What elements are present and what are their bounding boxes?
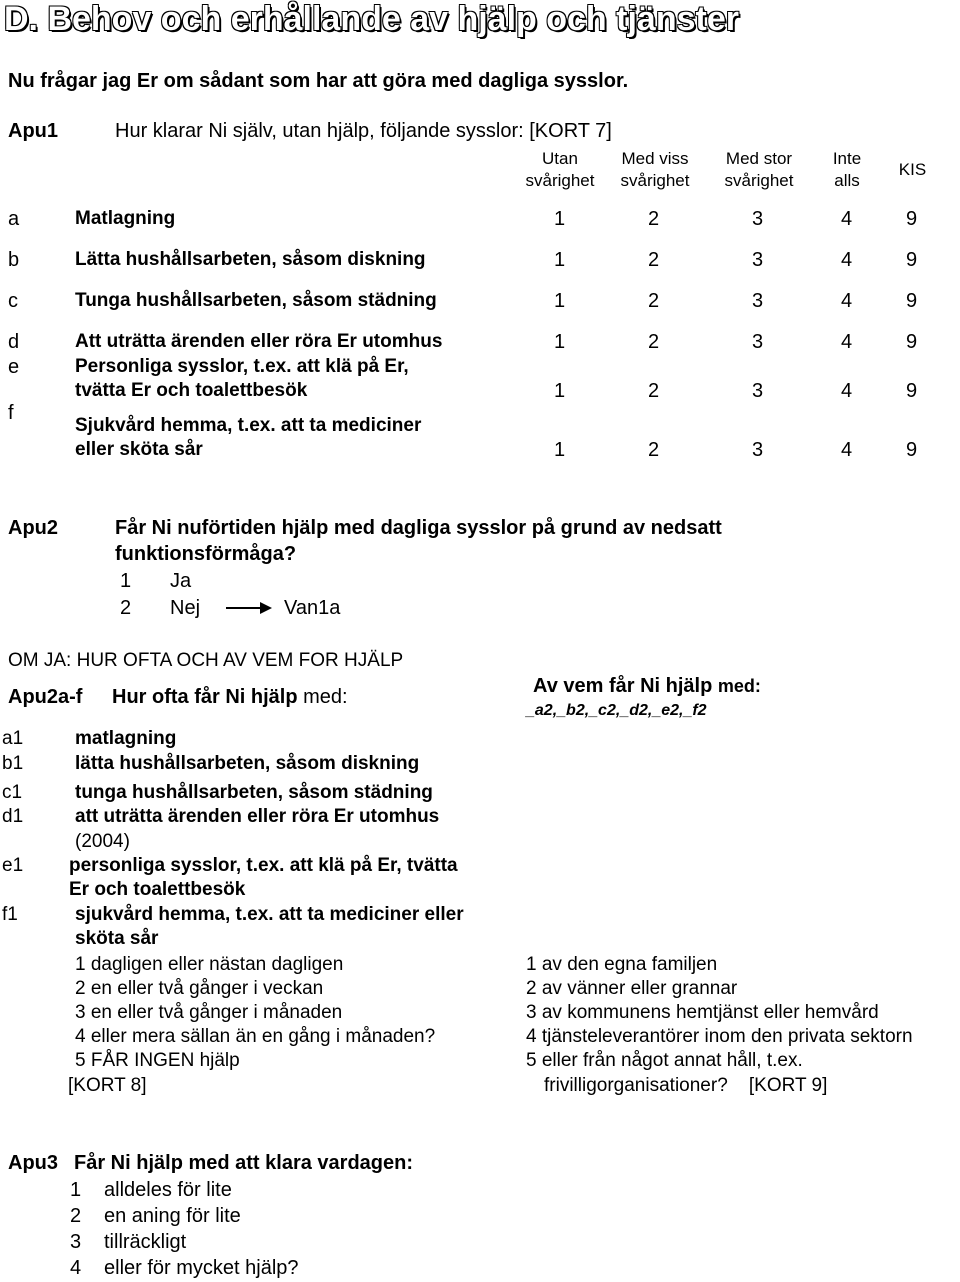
- apu3-question: Får Ni hjälp med att klara vardagen:: [74, 1152, 413, 1174]
- row-val-3[interactable]: 3: [752, 331, 764, 353]
- apu2-option-ja[interactable]: Ja: [170, 570, 192, 592]
- header-med-viss: Med viss svårighet: [620, 149, 690, 190]
- freq-option[interactable]: 1 dagligen eller nästan dagligen: [75, 954, 344, 975]
- row-val-1[interactable]: 1: [554, 290, 566, 312]
- who-option[interactable]: 4 tjänsteleverantörer inom den privata sektorn: [526, 1026, 913, 1047]
- item-code: f1: [2, 904, 18, 925]
- apu1-code: Apu1: [8, 120, 58, 142]
- apu3-option-label[interactable]: alldeles för lite: [104, 1179, 232, 1201]
- row-val-3[interactable]: 3: [752, 208, 764, 230]
- row-val-3[interactable]: 3: [752, 380, 764, 402]
- item-text: matlagning: [75, 728, 177, 749]
- item-text: personliga sysslor, t.ex. att klä på Er, tvätta: [69, 855, 458, 876]
- header-med-stor: Med stor svårighet: [724, 149, 794, 190]
- freq-option[interactable]: 5 FÅR INGEN hjälp: [75, 1050, 240, 1071]
- who-option[interactable]: 2 av vänner eller grannar: [526, 978, 738, 999]
- apu2-option-num[interactable]: 2: [120, 597, 132, 619]
- item-text: lätta hushållsarbeten, såsom diskning: [75, 753, 420, 774]
- row-val-4[interactable]: 4: [841, 249, 853, 271]
- row-val-2[interactable]: 2: [648, 439, 660, 461]
- row-val-3[interactable]: 3: [752, 290, 764, 312]
- who-option[interactable]: 1 av den egna familjen: [526, 954, 718, 975]
- row-letter: d: [8, 331, 20, 353]
- row-letter: b: [8, 249, 20, 271]
- skip-target: Van1a: [284, 597, 341, 619]
- freq-option[interactable]: 3 en eller två gånger i månaden: [75, 1002, 343, 1023]
- section-title: D. Behov och erhållande av hjälp och tjänster: [4, 0, 739, 38]
- row-val-9[interactable]: 9: [906, 290, 918, 312]
- item-code: b1: [2, 753, 24, 774]
- row-val-4[interactable]: 4: [841, 331, 853, 353]
- row-val-4[interactable]: 4: [841, 208, 853, 230]
- row-val-3[interactable]: 3: [752, 439, 764, 461]
- row-val-1[interactable]: 1: [554, 331, 566, 353]
- apu2af-who-codes: _a2,_b2,_c2,_d2,_e2,_f2: [526, 702, 707, 719]
- row-val-1[interactable]: 1: [554, 380, 566, 402]
- row-val-1[interactable]: 1: [554, 208, 566, 230]
- item-text-cont: Er och toalettbesök: [69, 879, 246, 900]
- row-val-9[interactable]: 9: [906, 331, 918, 353]
- apu3-option-num[interactable]: 1: [70, 1179, 82, 1201]
- apu2-question-line2: funktionsförmåga?: [115, 543, 297, 565]
- apu3-option-num[interactable]: 3: [70, 1231, 82, 1253]
- apu2-option-num[interactable]: 1: [120, 570, 132, 592]
- apu1-question: Hur klarar Ni själv, utan hjälp, följande sysslor: [KORT 7]: [115, 120, 612, 142]
- apu3-option-label[interactable]: tillräckligt: [104, 1231, 187, 1253]
- row-letter: c: [8, 290, 18, 312]
- row-val-3[interactable]: 3: [752, 249, 764, 271]
- apu3-option-label[interactable]: eller för mycket hjälp?: [104, 1257, 299, 1279]
- row-val-1[interactable]: 1: [554, 439, 566, 461]
- row-val-2[interactable]: 2: [648, 331, 660, 353]
- who-option-cont: frivilligorganisationer? [KORT 9]: [544, 1075, 828, 1096]
- row-val-1[interactable]: 1: [554, 249, 566, 271]
- row-val-9[interactable]: 9: [906, 380, 918, 402]
- row-letter: a: [8, 208, 20, 230]
- item-note: (2004): [75, 831, 130, 852]
- row-label: Tunga hushållsarbeten, såsom städning: [75, 290, 437, 311]
- row-label: Sjukvård hemma, t.ex. att ta mediciner: [75, 415, 422, 436]
- item-code: e1: [2, 855, 24, 876]
- row-letter: e: [8, 356, 20, 378]
- item-text: att uträtta ärenden eller röra Er utomhus: [75, 806, 440, 827]
- row-val-4[interactable]: 4: [841, 380, 853, 402]
- intro-text: Nu frågar jag Er om sådant som har att göra med dagliga sysslor.: [8, 70, 629, 92]
- item-code: c1: [2, 782, 23, 803]
- apu3-option-label[interactable]: en aning för lite: [104, 1205, 241, 1227]
- row-label: Matlagning: [75, 208, 176, 229]
- apu2af-question: Hur ofta får Ni hjälp med:: [112, 686, 348, 708]
- row-val-2[interactable]: 2: [648, 290, 660, 312]
- row-val-4[interactable]: 4: [841, 439, 853, 461]
- row-val-2[interactable]: 2: [648, 208, 660, 230]
- om-ja-instruction: OM JA: HUR OFTA OCH AV VEM FOR HJÄLP: [8, 650, 404, 671]
- row-val-9[interactable]: 9: [906, 249, 918, 271]
- row-label-cont: eller sköta sår: [75, 439, 203, 460]
- apu2-question-line1: Får Ni nuförtiden hjälp med dagliga sysslor på grund av nedsatt: [115, 517, 722, 539]
- apu3-option-num[interactable]: 4: [70, 1257, 82, 1279]
- item-text: sjukvård hemma, t.ex. att ta mediciner eller: [75, 904, 464, 925]
- apu2af-who-question: Av vem får Ni hjälp med:: [533, 675, 761, 697]
- row-val-9[interactable]: 9: [906, 439, 918, 461]
- item-text-cont: sköta sår: [75, 928, 159, 949]
- row-label: Personliga sysslor, t.ex. att klä på Er,: [75, 356, 409, 377]
- apu3-code: Apu3: [8, 1152, 58, 1174]
- row-label: Lätta hushållsarbeten, såsom diskning: [75, 249, 426, 270]
- freq-option[interactable]: 4 eller mera sällan än en gång i månaden?: [75, 1026, 436, 1047]
- item-code: d1: [2, 806, 24, 827]
- header-utan: Utan svårighet: [525, 149, 595, 190]
- apu2-code: Apu2: [8, 517, 58, 539]
- item-code: a1: [2, 728, 24, 749]
- card-reference: [KORT 8]: [68, 1075, 147, 1096]
- item-text: tunga hushållsarbeten, såsom städning: [75, 782, 433, 803]
- row-label-cont: tvätta Er och toalettbesök: [75, 380, 308, 401]
- freq-option[interactable]: 2 en eller två gånger i veckan: [75, 978, 324, 999]
- row-val-4[interactable]: 4: [841, 290, 853, 312]
- header-inte-alls: Inte alls: [832, 149, 862, 190]
- row-letter: f: [8, 402, 14, 424]
- who-option[interactable]: 5 eller från något annat håll, t.ex.: [526, 1050, 803, 1071]
- apu3-option-num[interactable]: 2: [70, 1205, 82, 1227]
- apu2af-code: Apu2a-f: [8, 686, 83, 708]
- row-val-2[interactable]: 2: [648, 380, 660, 402]
- header-kis: KIS: [898, 160, 927, 179]
- who-option[interactable]: 3 av kommunens hemtjänst eller hemvård: [526, 1002, 879, 1023]
- row-label: Att uträtta ärenden eller röra Er utomhus: [75, 331, 443, 352]
- row-val-2[interactable]: 2: [648, 249, 660, 271]
- row-val-9[interactable]: 9: [906, 208, 918, 230]
- apu2-option-nej[interactable]: Nej: [170, 597, 201, 619]
- skip-arrow-icon: [224, 598, 274, 618]
